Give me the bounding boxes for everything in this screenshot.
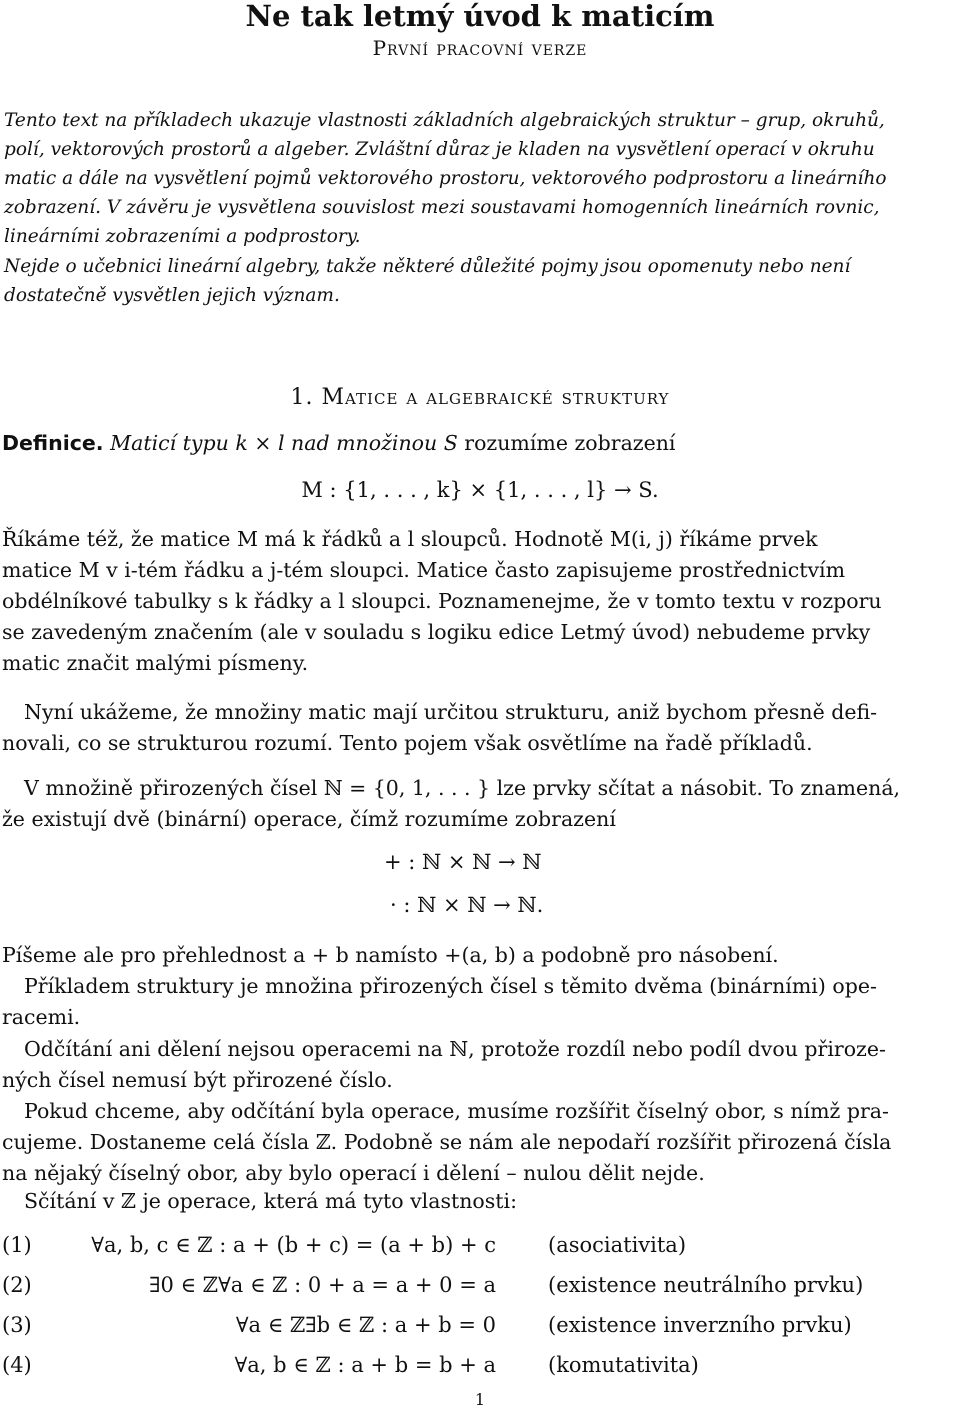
text-line: matice M v i-tém řádku a j-tém sloupci. Matice často zapisujeme prostřednictvím (2, 558, 846, 582)
property-description: (komutativita) (548, 1353, 699, 1377)
text-line: matic značit malými písmeny. (2, 651, 309, 675)
body-paragraph (2, 1096, 956, 1189)
body-paragraph (2, 773, 956, 835)
abstract-line: matic a dále na vysvětlení pojmů vektorového prostoru, vektorového podprostoru a lineárního (4, 168, 887, 189)
text-line: Říkáme též, že matice M má k řádků a l sloupců. Hodnotě M(i, j) říkáme prvek (2, 527, 818, 551)
section-heading: 1. Matice a algebraické struktury (290, 385, 670, 410)
property-number: (2) (2, 1273, 32, 1297)
abstract-line: polí, vektorových prostorů a algeber. Zvláštní důraz je kladen na vysvětlení operací v okruhu (4, 139, 875, 160)
definition-label: Definice. (2, 431, 104, 455)
property-number: (1) (2, 1233, 32, 1257)
body-paragraph (2, 1034, 956, 1096)
text-line: Odčítání ani dělení nejsou operacemi na ℕ, protože rozdíl nebo podíl dvou přiroze- (24, 1037, 886, 1061)
abstract-paragraph (4, 252, 956, 310)
definition (2, 428, 956, 459)
property-formula: ∀a, b, c ∈ ℤ : a + (b + c) = (a + b) + c (91, 1233, 496, 1257)
operation-times: · : ℕ × ℕ → ℕ. (390, 893, 544, 917)
text-line: racemi. (2, 1005, 81, 1029)
document-title: Ne tak letmý úvod k maticím (245, 0, 715, 33)
operation-plus: + : ℕ × ℕ → ℕ (384, 850, 542, 874)
property-formula: ∃0 ∈ ℤ∀a ∈ ℤ : 0 + a = a + 0 = a (149, 1273, 496, 1297)
text-line: se zavedeným značením (ale v souladu s logiku edice Letmý úvod) nebudeme prvky (2, 620, 871, 644)
abstract-paragraph (4, 106, 956, 251)
property-number: (3) (2, 1313, 32, 1337)
text-line: Pokud chceme, aby odčítání byla operace, musíme rozšířit číselný obor, s nímž pra- (24, 1099, 889, 1123)
property-formula: ∀a ∈ ℤ∃b ∈ ℤ : a + b = 0 (235, 1313, 496, 1337)
text-line: Nyní ukážeme, že množiny matic mají určitou strukturu, aniž bychom přesně defi- (24, 700, 878, 724)
text-line: cujeme. Dostaneme celá čísla ℤ. Podobně se nám ale nepodaří rozšířit přirozená čísla (2, 1130, 892, 1154)
text-line: že existují dvě (binární) operace, čímž rozumíme zobrazení (2, 807, 616, 831)
definition-text: rozumíme zobrazení (457, 431, 676, 455)
abstract-line: dostatečně vysvětlen jejich význam. (4, 285, 340, 306)
text-line: ných čísel nemusí být přirozené číslo. (2, 1068, 393, 1092)
text-line: obdélníkové tabulky s k řádky a l sloupci. Poznamenejme, že v tomto textu v rozporu (2, 589, 882, 613)
property-formula: ∀a, b ∈ ℤ : a + b = b + a (234, 1353, 496, 1377)
body-paragraph (2, 940, 956, 971)
property-number: (4) (2, 1353, 32, 1377)
text-line: Píšeme ale pro přehlednost a + b namísto +(a, b) a podobně pro násobení. (2, 943, 779, 967)
abstract-line: lineárními zobrazeními a podprostory. (4, 226, 361, 247)
property-row (2, 1273, 958, 1309)
page-number: 1 (474, 1390, 486, 1409)
text-line: na nějaký číselný obor, aby bylo operací i dělení – nulou dělit nejde. (2, 1161, 705, 1185)
property-row (2, 1353, 958, 1389)
property-row (2, 1233, 958, 1269)
abstract-line: Nejde o učebnici lineární algebry, takže některé důležité pojmy jsou opomenuty nebo není (4, 256, 851, 277)
body-paragraph (2, 1186, 956, 1217)
text-line: novali, co se strukturou rozumí. Tento pojem však osvětlíme na řadě příkladů. (2, 731, 813, 755)
property-description: (asociativita) (548, 1233, 687, 1257)
abstract-line: zobrazení. V závěru je vysvětlena souvislost mezi soustavami homogenních lineárních rovnic, (4, 197, 880, 218)
text-line: V množině přirozených čísel ℕ = {0, 1, . . . } lze prvky sčítat a násobit. To znamená, (24, 776, 901, 800)
body-paragraph (2, 697, 956, 759)
abstract-line: Tento text na příkladech ukazuje vlastnosti základních algebraických struktur – grup, okruhů, (4, 110, 885, 131)
text-line: Příkladem struktury je množina přirozených čísel s těmito dvěma (binárními) ope- (24, 974, 877, 998)
property-row (2, 1313, 958, 1349)
definition-term: Maticí typu k × l nad množinou S (110, 431, 458, 455)
body-paragraph (2, 524, 956, 679)
property-description: (existence neutrálního prvku) (548, 1273, 864, 1297)
text-line: Sčítání v ℤ je operace, která má tyto vlastnosti: (24, 1189, 517, 1213)
definition-formula: M : {1, . . . , k} × {1, . . . , l} → S. (301, 478, 659, 502)
property-description: (existence inverzního prvku) (548, 1313, 852, 1337)
body-paragraph (2, 971, 956, 1033)
document-subtitle: První pracovní verze (372, 36, 588, 60)
